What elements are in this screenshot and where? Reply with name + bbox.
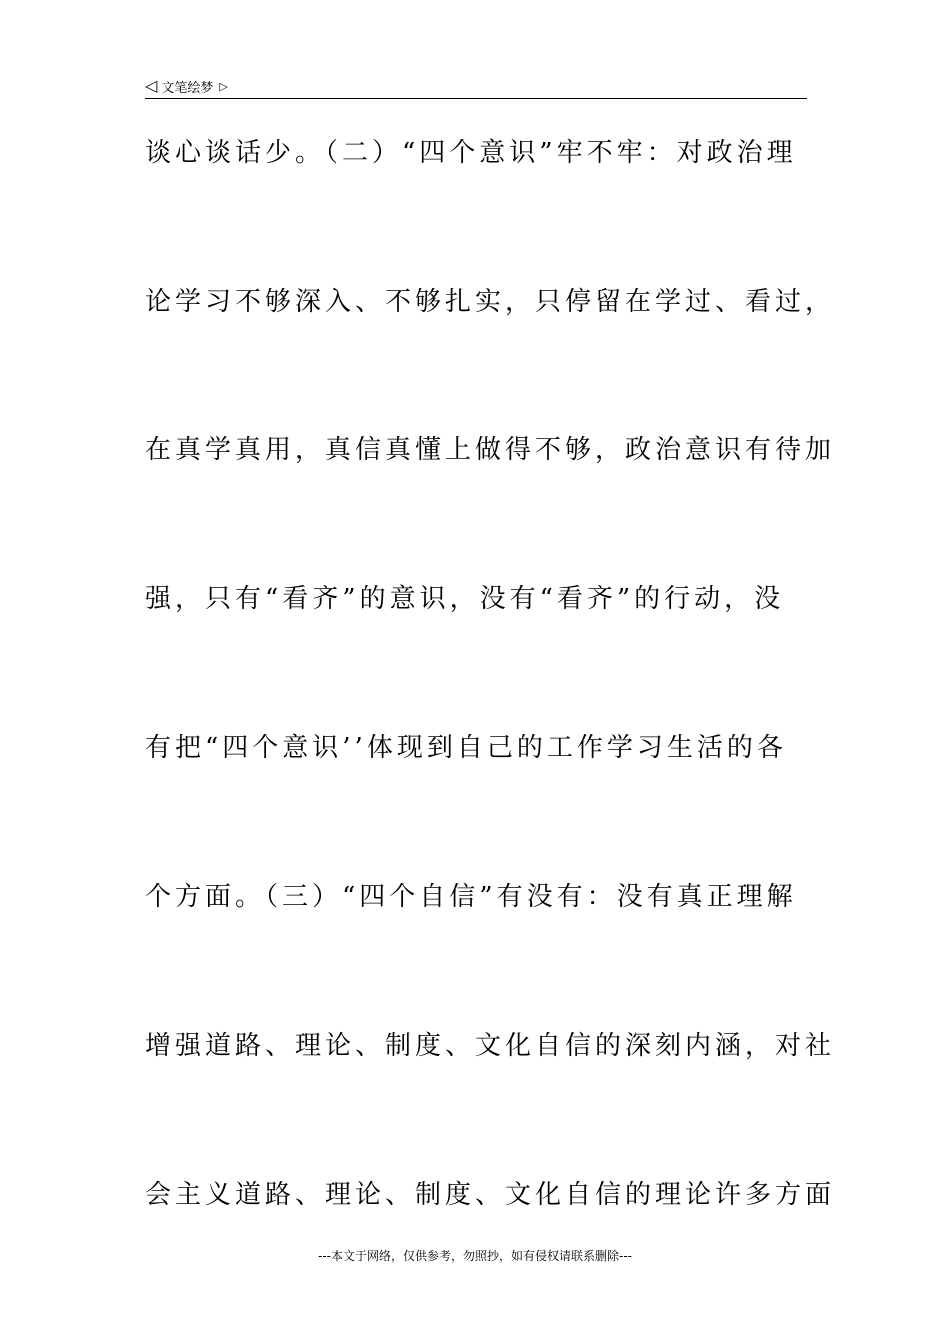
footer-disclaimer: ---本文于网络，仅供参考，勿照抄，如有侵权请联系删除--- [318,1249,632,1263]
body-line: 谈心谈话少。（二）“四个意识”牢不牢：对政治理 [145,138,797,168]
triangle-left-icon: ◁ [145,76,158,95]
body-line: 在真学真用，真信真懂上做得不够，政治意识有待加 [145,435,836,465]
body-line: 个方面。（三）“四个自信”有没有：没有真正理解 [145,882,797,912]
body-line: 会主义道路、理论、制度、文化自信的理论许多方面 [145,1180,836,1210]
header-title: 文笔绘梦 [161,80,214,96]
body-line: 强，只有“看齐”的意识，没有“看齐”的行动，没 [145,584,785,614]
triangle-right-icon: ▷ [219,79,228,93]
body-line: 论学习不够深入、不够扎实，只停留在学过、看过， [145,287,836,317]
page-header [145,74,807,99]
body-line: 有把“四个意识’’体现到自己的工作学习生活的各 [145,733,787,763]
body-line: 增强道路、理论、制度、文化自信的深刻内涵，对社 [145,1031,836,1061]
